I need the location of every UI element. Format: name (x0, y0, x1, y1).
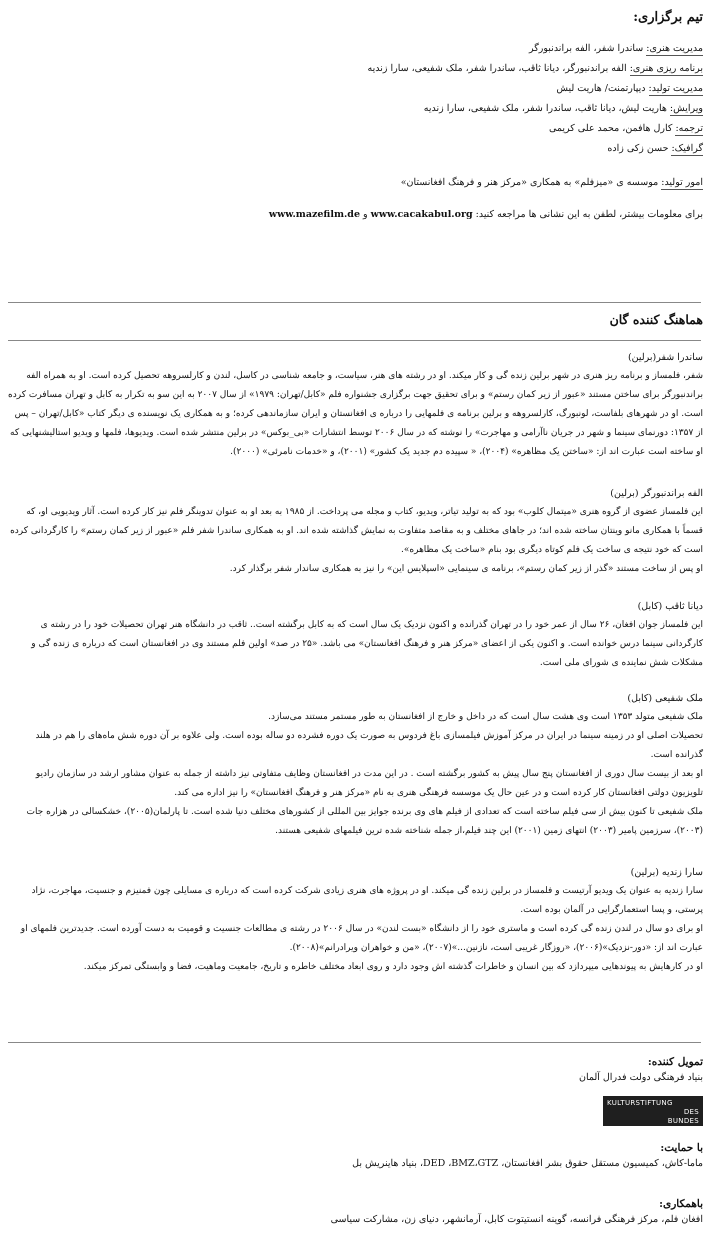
funding-section (6, 1056, 703, 1088)
team-title: تیم برگزاری: (633, 10, 703, 25)
production-label: امور تولید: (661, 177, 703, 188)
funding-text: بنیاد فرهنگی دولت فدرال آلمان (578, 1072, 703, 1083)
coordinator-paragraph: او بعد از بیست سال دوری از افغانستان پنج سال پیش به کشور برگشته است . در این مدت در افغانستان وظایف متفاوتی نیز داشته از جمله به عنوان مشاور ارشد در سازمان رادیو تلویزیون دولتی افغانستان کار کرده است و در عین حال یک موسسه فرهنگی هنری به نام «مرکز هنر و فرهنگ افغانستان» را نیز اداره می کند. (35, 769, 703, 798)
link-and: و (360, 209, 371, 220)
team-line (6, 139, 703, 159)
coordinator-name: ساندرا شفر(برلین) (627, 352, 703, 363)
coordinator-name: ملک شفیعی (کابل) (627, 693, 703, 704)
coordinator-paragraph: ملک شفیعی متولد ۱۳۵۳ است وی هشت سال است که در داخل و خارج از افغانستان به طور مستمر مستند می‌سازد. (268, 712, 703, 722)
team-line-label: مدیریت هنری: (646, 43, 703, 54)
funding-title: تمویل کننده: (647, 1056, 703, 1068)
team-line (6, 99, 703, 119)
team-line-text: ساندرا شفر، الفه براندنبورگر (529, 43, 647, 54)
coordinator-bio (6, 488, 703, 579)
logo-line-3: BUNDES (667, 1117, 699, 1125)
cooperation-text: افغان فلم، مرکز فرهنگی فرانسه، گوینه انستیتوت کابل، آرمانشهر، دنیای زن، مشارکت سیاسی (330, 1214, 703, 1225)
info-text: برای معلومات بیشتر، لطفن به این نشانی ها مراجعه کنید: (472, 209, 703, 220)
coordinator-paragraph: سارا زندیه به عنوان یک ویدیو آرتیست و فلمساز در برلین زنده گی میکند. او در پروژه های هنری زیادی شرکت کرده است که درباره ی مسایلی چون فمنیزم و جنسیت، مهاجرت، نژاد پرستی، و پسا استعمارگرایی در آلمان بوده است. (31, 886, 703, 915)
team-line-label: ترجمه: (675, 123, 703, 134)
support-title: با حمایت: (660, 1142, 703, 1154)
link-cacakabul[interactable]: www.cacakabul.org (370, 209, 473, 220)
divider-coordinators (8, 340, 701, 341)
team-line-label: ویرایش: (669, 103, 703, 114)
coordinator-paragraph: او برای دو سال در لندن زنده گی کرده است و ماستری خود را از دانشگاه «بست لندن» در سال ۲۰۰۶ در رشته ی مطالعات جنسیت و قومیت به دست آورده است. جدیدترین فلمهای او عبارت اند از: «دور-نزدیک»(۲۰۰۶)، «روزگار غریبی است، نازنین...»(۲۰۰۷)، «من و خواهران ویرادرانم»(۲۰۰۸). (20, 924, 703, 953)
coordinators-title-wrap (6, 312, 703, 327)
coordinator-paragraph: این فلمساز جوان افغان، ۲۶ سال از عمر خود را در تهران گذرانده و اکنون نزدیک یک سال است که به کابل برگشته است.. ثاقب در دانشگاه هنر تهران تحصیلات خود را در رشته ی کارگردانی سینما درس خوانده است. و اکنون یکی از اعضای «مرکز هنر و فرهنگ افغانستان» می باشد. «۲۵ در صد» اولین فلم مستند وی در افغانستان است که درباره ی زنده گی و مشکلات شش نماینده ی شورای ملی است. (31, 620, 703, 668)
coordinator-name: الفه براندنبورگر (برلین) (610, 488, 703, 499)
coordinator-paragraph: شفر، فلمساز و برنامه ریز هنری در شهر برلین زنده گی و کار میکند. او در رشته های هنر، سیاست، و جامعه شناسی در کاسل، لندن و کارلسروهه تحصیل کرده است. او به همراه الفه براندنبورگر برای ساختن مستند «عبور از زیر کمان رستم» و برای تحقیق جهت برگزاری جشنواره فلم «کابل/تهران: ۱۹۷۹» از سال ۲۰۰۷ به این سو به تکرار به کابل و تهران مسافرت کرده است. او در شهرهای بلفاست، لونبورگ، کارلسروهه و برلین برنامه ی فلمهایی را درباره ی افغانستان و ایران سازماندهی کرده؛ و به همکاری یک نویسنده ی دیگر کتاب «کابل/تهران – پس از ۱۳۵۷: دورنمای سینما و شهر در جریان ناآرامی و مهاجرت» را نوشته که در سال ۲۰۰۶ توسط انتشارات «بی_بوکس» در برلین منتشر شده است. ویدیوها، فلمها و ویدیو استالیشنهایی که او ساخته است عبارت اند از: «ساختن یک مظاهره» (۲۰۰۴)، « سپیده دم جدید یک کشور» (۲۰۰۱)، و «خدمات نامرئی» (۲۰۰۰). (8, 371, 703, 457)
cooperation-section (6, 1198, 703, 1230)
coordinator-bio (6, 867, 703, 977)
info-line (6, 205, 703, 225)
team-lines (6, 39, 703, 159)
team-line-label: مدیریت تولید: (648, 83, 703, 94)
divider-bottom (8, 1042, 701, 1043)
team-line (6, 119, 703, 139)
coordinator-paragraph: او پس از ساخت مستند «گذر از زیر کمان رستم»، برنامه ی سینمایی «اسپلایس این» را نیز به همکاری ساندار شفر برگذار کرد. (229, 564, 703, 574)
coordinator-name: سارا زندیه (برلین) (630, 867, 703, 878)
coordinators-title: هماهنگ کننده گان (609, 312, 703, 327)
link-mazefilm[interactable]: www.mazefilm.de (268, 209, 360, 220)
support-text: ماما-کاش، کمیسیون مستقل حقوق بشر افغانستان، DED ،BMZ،GTZ، بنیاد هاینریش بل (352, 1158, 703, 1169)
kulturstiftung-logo (603, 1096, 703, 1126)
team-line (6, 79, 703, 99)
coordinator-bio (6, 352, 703, 462)
coordinators-list (6, 352, 703, 977)
coordinator-paragraph: این فلمساز عضوی از گروه هنری «میتمال کلوب» بود که به تولید تیاتر، ویدیو، کتاب و مجله می پرداخت. از ۱۹۸۵ به بعد او به عنوان تدوینگر فلم نیز کار کرده است. آثار ویدیویی او، که قسماً با همکاری مانو وینتان ساخته شده اند؛ در جاهای مختلف و به مقاصد متفاوت به نمایش گذاشته شده اند. او به همکاری ساندرا شفر فلم «عبور از زیر کمان رستم» را کارگردانی کرده است که خود نتیجه ی ساخت یک فلم کوتاه دیگری بود بنام «ساخت یک مظاهره». (10, 507, 703, 555)
team-line (6, 59, 703, 79)
coordinator-name: دیانا ثاقب (کابل) (637, 601, 703, 612)
team-section (6, 10, 703, 225)
team-line-text: حسن زکی زاده (607, 143, 672, 154)
production-line (6, 173, 703, 193)
team-line-label: برنامه ریزی هنری: (629, 63, 703, 74)
coordinator-bio (6, 601, 703, 673)
team-line-text: دیپارتمنت/ هاریت لیش (556, 83, 649, 94)
team-line-text: کارل هافمن، محمد علی کریمی (548, 123, 676, 134)
cooperation-title: باهمکاری: (659, 1198, 703, 1210)
team-line-text: هاریت لیش، دیانا ثاقب، ساندرا شفر، ملک شفیعی، سارا زندیه (423, 103, 670, 114)
coordinator-paragraph: او در کارهایش به پیوندهایی میپردازد که بین انسان و خاطرات گذشته اش وجود دارد و روی ابعاد مختلف خاطره و تاریخ، جامعیت وماهیت، فضا و وابستگی تمرکز میکند. (83, 962, 703, 972)
team-line (6, 39, 703, 59)
logo-line-1: KULTURSTIFTUNG (607, 1099, 673, 1107)
logo-line-2: DES (683, 1108, 699, 1116)
divider-top (8, 302, 701, 303)
coordinator-paragraph: تحصیلات اصلی او در زمینه سینما در ایران در مرکز آموزش فیلمسازی باغ فردوس به صورت یک دوره فشرده دو ساله بوده است. ولی علاوه بر آن دوره شش ماه‌های را هم در هلند گذرانده است. (35, 731, 703, 760)
team-line-label: گرافیک: (671, 143, 703, 154)
coordinator-paragraph: ملک شفیعی تا کنون بیش از سی فیلم ساخته است که تعدادی از فیلم های وی برنده جوایز بین المللی از کشورهای مختلف دنیا شده است. تا پارلمان(۲۰۰۵)، خشکسالی در هزاره جات (۲۰۰۳)، سرزمین پامیر (۲۰۰۳) انتهای زمین (۲۰۰۱) این چند فیلم،از جمله شناخته شده ترین فیلمهای شفیعی هستند. (26, 807, 703, 836)
support-section (6, 1142, 703, 1174)
production-text: موسسه ی «میزفلم» به همکاری «مرکز هنر و فرهنگ افغانستان» (400, 177, 662, 188)
team-line-text: الفه براندنبورگر، دیانا ثاقب، ساندرا شفر، ملک شفیعی، سارا زندیه (367, 63, 630, 74)
coordinator-bio (6, 693, 703, 841)
